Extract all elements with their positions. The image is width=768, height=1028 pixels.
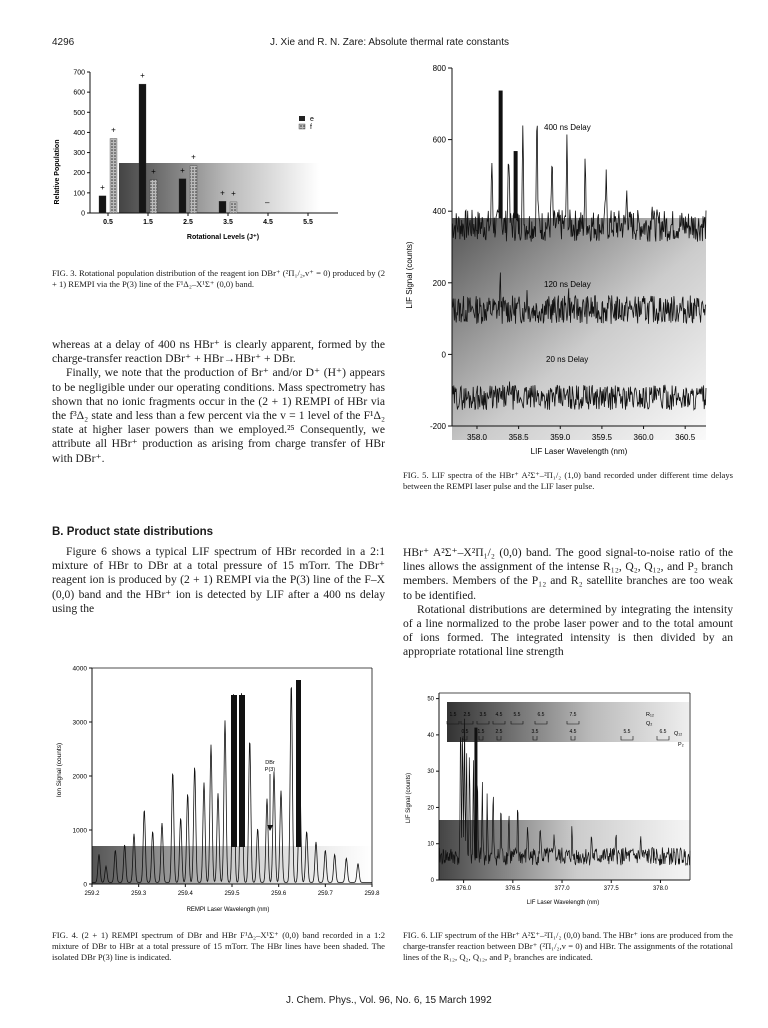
fig3-errorbar-mark: + xyxy=(111,125,116,135)
fig3-errorbar-mark: – xyxy=(265,197,270,207)
paragraph: Rotational distributions are determined by integrating the intensity of a line normalized to the probe laser power and to the total amount of ions formed. The integrated intensity is then divided by an appropriate rotational line strength xyxy=(403,602,733,659)
fig5-x-tick-label: 359.5 xyxy=(591,433,612,442)
fig3-bar-e xyxy=(139,84,146,213)
fig3-errorbar-mark: + xyxy=(191,152,196,162)
fig6-assign-mid-label: 2.5 xyxy=(495,729,503,735)
fig3-y-tick-label: 0 xyxy=(81,210,85,218)
fig3-y-tick-label: 300 xyxy=(73,150,85,158)
left-column-text-2 xyxy=(52,545,385,616)
fig4-x-tick-label: 259.6 xyxy=(271,891,287,897)
fig4-y-tick-label: 4000 xyxy=(72,665,87,673)
right-column-text xyxy=(403,546,733,660)
fig6-assign-top-label: 1.5 xyxy=(449,712,457,718)
fig6-assign-mid-label: 3.5 xyxy=(531,729,539,735)
fig5-y-tick-label: 800 xyxy=(432,64,446,73)
legend-e-swatch xyxy=(299,116,305,121)
fig3-errorbar-mark: + xyxy=(151,166,156,176)
fig3-x-tick-label: 1.5 xyxy=(143,219,153,226)
fig4-annotation-dbr: DBr xyxy=(265,760,275,766)
fig3-bar-e xyxy=(219,201,226,213)
fig4-x-tick-label: 259.2 xyxy=(84,891,100,897)
fig6-branch-label: P₂ xyxy=(678,742,684,748)
fig6-assign-top-label: 5.5 xyxy=(513,712,521,718)
fig6-branch-label: Q₁₂ xyxy=(674,731,683,737)
fig4-y-tick-label: 0 xyxy=(83,881,87,889)
fig6-x-tick-label: 376.0 xyxy=(456,886,472,892)
fig3-bar-f xyxy=(110,138,117,213)
fig4-x-tick-label: 259.3 xyxy=(131,891,147,897)
fig5-x-tick-label: 360.5 xyxy=(675,433,696,442)
fig4-peak-bar xyxy=(231,695,237,847)
fig6-branch-label: Q₂ xyxy=(646,721,653,727)
fig4-x-tick-label: 259.7 xyxy=(317,891,333,897)
fig4-xlabel: REMPI Laser Wavelength (nm) xyxy=(186,907,270,913)
fig6-x-tick-label: 377.5 xyxy=(603,886,619,892)
fig6-assign-top-label: 2.5 xyxy=(463,712,471,718)
fig6-y-tick-label: 20 xyxy=(427,805,434,812)
fig3-xlabel: Rotational Levels (J⁺) xyxy=(186,234,260,241)
fig5-caption: FIG. 5. LIF spectra of the HBr⁺ A²Σ⁺–²Π₁/₂ (1,0) band recorded under different time delays between the REMPI laser pulse and the LIF laser pulse. xyxy=(403,470,733,491)
fig6-x-tick-label: 377.0 xyxy=(554,886,570,892)
fig5-x-tick-label: 360.0 xyxy=(633,433,654,442)
fig6-chart xyxy=(395,688,695,910)
fig3-x-tick-label: 3.5 xyxy=(223,219,233,226)
fig5-delay-400: 400 ns Delay xyxy=(544,123,591,132)
fig3-y-tick-label: 700 xyxy=(73,69,85,77)
section-heading: B. Product state distributions xyxy=(52,526,214,538)
fig5-x-tick-label: 359.0 xyxy=(550,433,571,442)
fig6-xlabel: LIF Laser Wavelength (nm) xyxy=(526,900,600,906)
fig5-x-tick-label: 358.5 xyxy=(508,433,529,442)
legend-f-swatch xyxy=(299,124,305,129)
fig4-y-tick-label: 3000 xyxy=(72,719,87,727)
paragraph: whereas at a delay of 400 ns HBr⁺ is clearly apparent, formed by the charge-transfer reaction DBr⁺ + HBr→HBr⁺ + DBr. xyxy=(52,338,385,366)
fig5-ylabel: LIF Signal (counts) xyxy=(405,241,414,309)
fig5-peak-bar xyxy=(514,151,518,218)
fig6-assign-low-label: 5.5 xyxy=(623,729,631,735)
fig4-ylabel: Ion Signal (counts) xyxy=(56,742,63,798)
fig3-y-tick-label: 400 xyxy=(73,129,85,137)
fig5-y-tick-label: 200 xyxy=(432,278,446,288)
fig6-branch-label: R₁₂ xyxy=(646,712,654,718)
fig3-bar-f xyxy=(190,166,197,213)
fig6-assign-mid-label: 0.5 xyxy=(461,729,469,735)
fig4-y-tick-label: 2000 xyxy=(72,773,87,781)
footer-journal: J. Chem. Phys., Vol. 96, No. 6, 15 March 1992 xyxy=(286,995,492,1006)
fig5-xlabel: LIF Laser Wavelength (nm) xyxy=(530,447,628,456)
fig6-y-tick-label: 50 xyxy=(427,696,434,703)
fig6-assign-top-label: 7.5 xyxy=(569,712,577,718)
fig5-delay-120: 120 ns Delay xyxy=(544,280,591,289)
fig4-peak-bar xyxy=(296,680,301,847)
fig3-errorbar-mark: + xyxy=(231,188,236,198)
fig6-peak-bar xyxy=(474,728,477,859)
fig4-x-tick-label: 259.5 xyxy=(224,891,240,897)
paragraph: HBr⁺ A²Σ⁺–X²Π₁/₂ (0,0) band. The good signal-to-noise ratio of the lines allows the assignment of the intense R₁₂, Q₂, Q₁₂, and P₂ branch members. Members of the P₁₂ and R₂ satellite branches are too weak to be identified. xyxy=(403,546,733,602)
fig3-y-tick-label: 200 xyxy=(73,170,85,178)
fig6-y-tick-label: 30 xyxy=(427,769,434,776)
fig3-y-tick-label: 500 xyxy=(73,109,85,117)
fig3-errorbar-mark: + xyxy=(220,188,225,198)
fig5-chart xyxy=(392,60,722,460)
fig6-caption: FIG. 6. LIF spectrum of the HBr⁺ A²Σ⁺–²Π₁/₂ (0,0) band. The HBr⁺ ions are produced from the charge-transfer reaction between DBr⁺ (²Π₁/₂,v = 0) and HBr. The assignments of the rotational lines of the R₁₂, Q₂, Q₁₂, and P₂ branches are indicated. xyxy=(403,930,733,962)
fig6-assign-top-label: 3.5 xyxy=(479,712,487,718)
fig5-y-tick-label: 600 xyxy=(432,135,446,145)
fig4-x-tick-label: 259.8 xyxy=(364,891,380,897)
legend-e-label: e xyxy=(310,116,314,123)
fig3-caption: FIG. 3. Rotational population distribution of the reagent ion DBr⁺ (²Π₁/₂,v⁺ = 0) produced by (2 + 1) REMPI via the P(3) line of the F¹Δ₂–X¹Σ⁺ (0,0) band. xyxy=(52,268,385,289)
fig3-bar-f xyxy=(150,180,157,213)
fig4-annotation-p3: P(3) xyxy=(264,767,276,773)
fig6-y-tick-label: 40 xyxy=(427,732,434,739)
fig5-y-tick-label: 0 xyxy=(441,350,446,360)
fig5-x-tick-label: 358.0 xyxy=(466,433,487,442)
fig6-y-tick-label: 10 xyxy=(427,841,434,848)
fig3-bar-e xyxy=(179,179,186,213)
left-column-text xyxy=(52,338,385,466)
running-title: J. Xie and R. N. Zare: Absolute thermal rate constants xyxy=(270,37,510,48)
fig3-x-tick-label: 2.5 xyxy=(183,219,193,226)
page-number: 4296 xyxy=(52,37,75,48)
fig4-chart xyxy=(48,660,384,920)
fig3-y-tick-label: 100 xyxy=(73,190,85,198)
fig4-y-tick-label: 1000 xyxy=(72,827,87,835)
fig4-peak-bar xyxy=(239,695,245,847)
fig3-x-tick-label: 4.5 xyxy=(263,219,273,226)
fig3-ylabel: Relative Population xyxy=(54,139,61,205)
fig4-x-tick-label: 259.4 xyxy=(177,891,193,897)
fig3-bar-e xyxy=(99,196,106,213)
fig4-shade xyxy=(92,846,372,884)
fig6-assign-mid-label: 1.5 xyxy=(477,729,485,735)
fig6-x-tick-label: 376.5 xyxy=(505,886,521,892)
fig6-ylabel: LIF Signal (counts) xyxy=(406,772,412,824)
fig3-errorbar-mark: + xyxy=(100,182,105,192)
fig5-delay-20: 20 ns Delay xyxy=(546,355,589,364)
paragraph: Figure 6 shows a typical LIF spectrum of HBr recorded in a 2:1 mixture of HBr to DBr at a total pressure of 15 mTorr. The DBr⁺ reagent ion is produced by (2 + 1) REMPI via the P(3) line of the F–X (0,0) band and the HBr⁺ ion is detected by LIF after a 400 ns delay using the xyxy=(52,545,385,615)
fig3-x-tick-label: 0.5 xyxy=(103,219,113,226)
fig6-assign-top-label: 4.5 xyxy=(495,712,503,718)
fig3-errorbar-mark: + xyxy=(140,71,145,81)
legend-f-label: f xyxy=(310,124,312,131)
fig5-y-tick-label: -200 xyxy=(429,422,446,431)
paragraph: Finally, we note that the production of Br⁺ and/or D⁺ (H⁺) appears to be negligible under our operating conditions. Mass spectrometry has shown that no ionic fragments occur in the (2 + 1) REMPI of HBr via the f³Δ₂ state and less than a few percent via the v = 1 level of the F¹Δ₂ state at higher laser powers than we employed.²⁵ Consequently, we attribute all HBr⁺ production as arising from charge transfer of HBr with DBr⁺. xyxy=(52,366,385,465)
fig3-y-tick-label: 600 xyxy=(73,89,85,97)
fig6-assign-top-label: 6.5 xyxy=(537,712,545,718)
fig3-x-tick-label: 5.5 xyxy=(303,219,313,226)
fig3-chart xyxy=(48,62,368,252)
fig4-caption: FIG. 4. (2 + 1) REMPI spectrum of DBr and HBr F¹Δ₂–X¹Σ⁺ (0,0) band recorded in a 1:2 mixture of DBr to HBr at a total pressure of 15 mTorr. The HBr lines have been shaded. The isolated DBr P(3) line is indicated. xyxy=(52,930,385,962)
fig3-errorbar-mark: + xyxy=(180,165,185,175)
fig6-assign-low-label: 6.5 xyxy=(659,729,667,735)
fig3-bar-f xyxy=(230,202,237,213)
fig6-y-tick-label: 0 xyxy=(430,878,434,884)
fig6-assign-mid-label: 4.5 xyxy=(569,729,577,735)
fig6-x-tick-label: 378.0 xyxy=(652,886,668,892)
fig5-y-tick-label: 400 xyxy=(432,207,446,217)
